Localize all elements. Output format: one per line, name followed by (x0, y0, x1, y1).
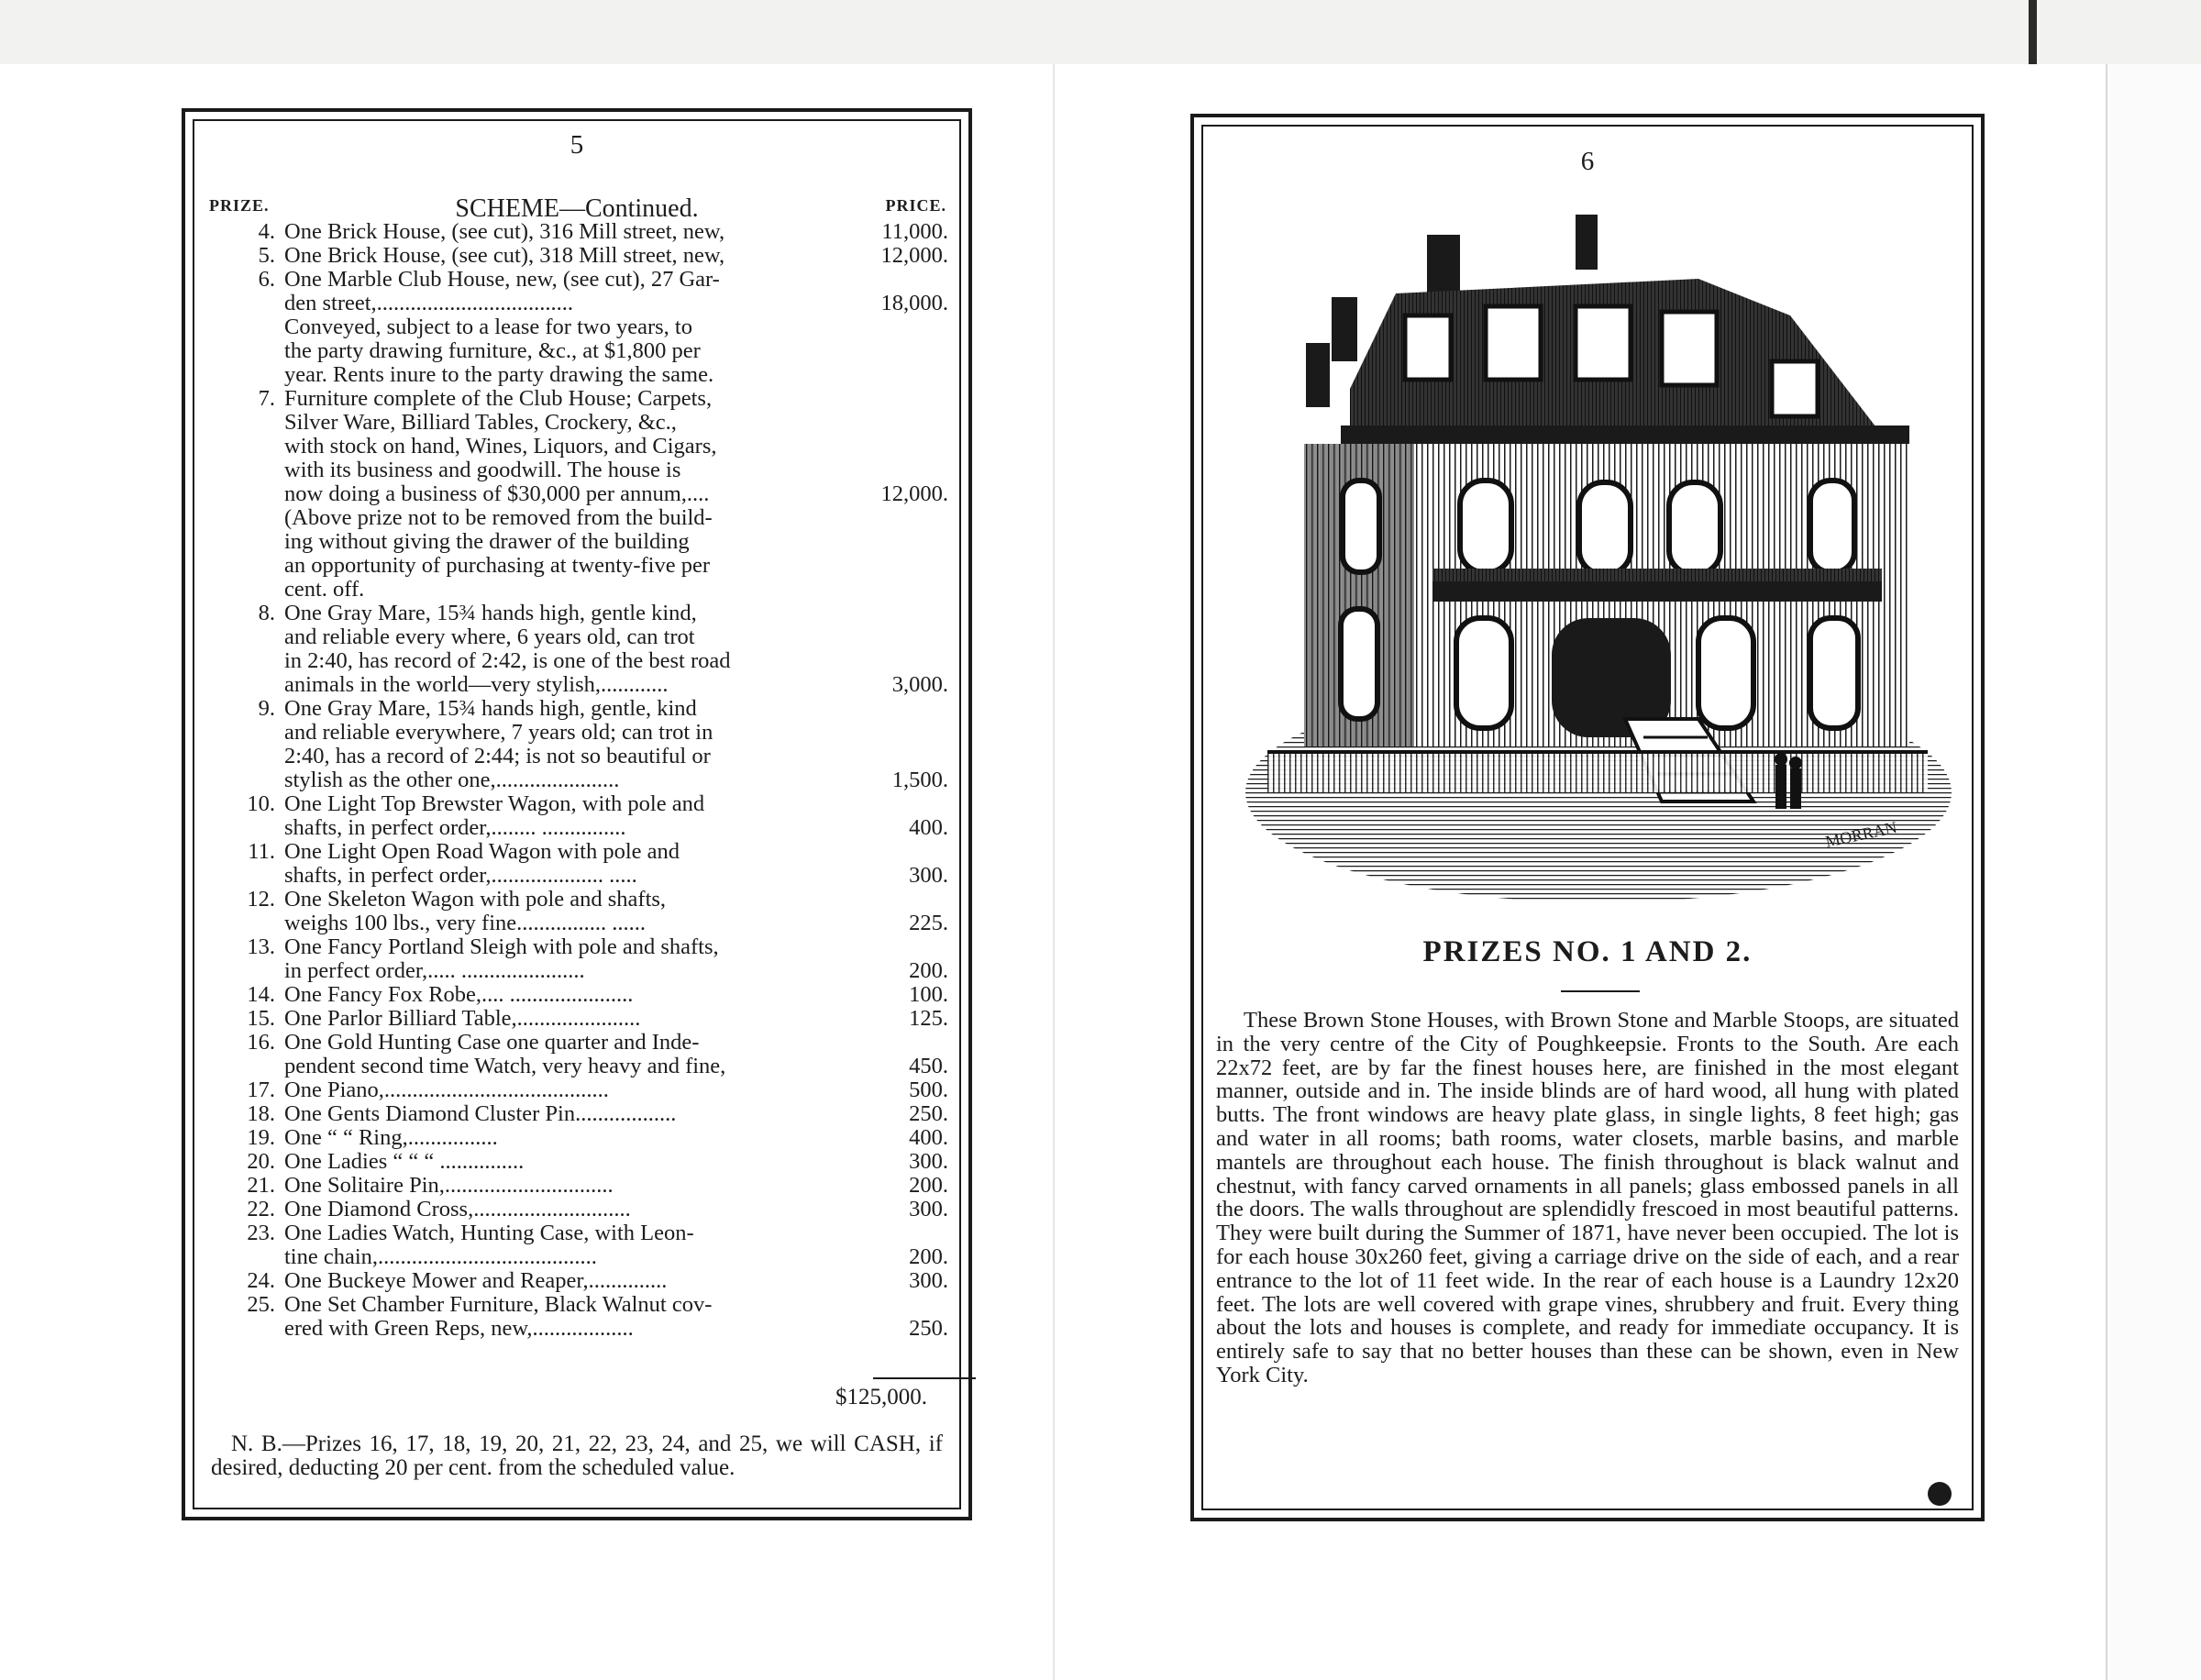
prize-description: One Gold Hunting Case one quarter and Inde- pendent second time Watch, very heavy and fine, (284, 1030, 726, 1078)
prize-description: One Light Top Brewster Wagon, with pole and shafts, in perfect order,........ ............... (284, 791, 705, 840)
prize-description: One Light Open Road Wagon with pole and shafts, in perfect order,.................... ..... (284, 839, 680, 888)
prize-entry (238, 268, 948, 315)
prize-number: 6. (258, 267, 275, 292)
prize-entry (238, 1031, 948, 1078)
prize-number: 21. (247, 1173, 275, 1198)
total-rule (873, 1377, 976, 1379)
prize-price: 12,000. (880, 243, 948, 268)
prize-price: 225. (909, 911, 948, 935)
prize-entry (238, 506, 948, 602)
prize-entry (238, 244, 948, 268)
prize-entry (238, 983, 948, 1007)
prize-entry (238, 1174, 948, 1198)
prize-description: One Set Chamber Furniture, Black Walnut cov- ered with Green Reps, new,.................. (284, 1292, 713, 1341)
prize-description: (Above prize not to be removed from the build- ing without giving the drawer of the building an opportunity of purchasing at twenty-five per cent. off. (284, 505, 713, 602)
prize-description: One Brick House, (see cut), 318 Mill street, new, (284, 243, 725, 268)
prize-price: 125. (909, 1006, 948, 1031)
prize-number: 8. (258, 601, 275, 625)
prize-description: One Diamond Cross,............................ (284, 1197, 631, 1221)
prize-price: 200. (909, 958, 948, 983)
prize-description: One Ladies “ “ “ ............... (284, 1149, 525, 1174)
prize-description: One Brick House, (see cut), 316 Mill street, new, (284, 219, 725, 244)
prize-entry (238, 1293, 948, 1341)
prize-description: One Parlor Billiard Table,...................... (284, 1006, 641, 1031)
prize-entry (238, 1221, 948, 1269)
prize-entry (238, 602, 948, 697)
brown-stone-house-engraving (1240, 205, 1957, 913)
prize-price: 500. (909, 1078, 948, 1102)
prize-description: One Skeleton Wagon with pole and shafts, weighs 100 lbs., very fine................ ...... (284, 887, 667, 935)
house-description: These Brown Stone Houses, with Brown Stone and Marble Stoops, are situated in the very centre of the City of Poughkeepsie. Fronts to the South. Are each 22x72 feet, are by far the finest houses here, are finished in the most elegant manner, outside and in. The inside blinds are of hard wood, all hung with plated butts. The front windows are heavy plate glass, in single lights, 8 feet high; gas and water in all rooms; bath rooms, water closets, marble basins, and marble mantels are throughout each house. The finish throughout is black walnut and chestnut, with fancy carved ornaments in all panels; glass embossed panels in all the doors. The walls throughout are splendidly frescoed in most beautiful patterns. They were built during the Summer of 1871, have never been occupied. The lot is for each house 30x260 feet, giving a carriage drive on the side of each, and a rear entrance to the lot of 11 feet wide. In the rear of each house is a Laundry 12x20 feet. The lots are well covered with grape vines, shrubbery and fruit. Every thing about the lots and houses is complete, and ready for immediate occupancy. It is entirely safe to say that no better houses than these can be shown, even in New York City. (1216, 1008, 1959, 1387)
prize-number: 20. (247, 1149, 275, 1174)
prize-price: 100. (909, 982, 948, 1007)
prize-description: Furniture complete of the Club House; Carpets, Silver Ware, Billiard Tables, Crockery, &c., with stock on hand, Wines, Liquors, and Cigars, with its business and goodwill. The house is now doing a business of $30,000 per annum,.... (284, 386, 717, 506)
prize-entry (238, 697, 948, 792)
binding-strip (2029, 0, 2037, 64)
prize-price: 300. (909, 1197, 948, 1221)
prize-number: 19. (247, 1125, 275, 1150)
prize-description: One Piano,........................................ (284, 1078, 609, 1102)
prize-number: 13. (247, 934, 275, 959)
price-column-header: PRICE. (885, 196, 946, 215)
prize-description: One Fancy Fox Robe,.... ...................... (284, 982, 634, 1007)
prize-number: 17. (247, 1078, 275, 1102)
prizes-title: PRIZES NO. 1 AND 2. (1422, 935, 1753, 968)
prize-number: 15. (247, 1006, 275, 1031)
prize-entry (238, 1007, 948, 1031)
prize-column-header: PRIZE. (209, 196, 270, 215)
prize-entry (238, 1126, 948, 1150)
prize-number: 23. (247, 1221, 275, 1245)
prize-number: 7. (258, 386, 275, 411)
prize-number: 4. (258, 219, 275, 244)
prize-number: 18. (247, 1101, 275, 1126)
prize-description: One Solitaire Pin,.............................. (284, 1173, 614, 1198)
prize-price: 11,000. (881, 219, 948, 244)
prize-price: 400. (909, 815, 948, 840)
ink-blot (1928, 1482, 1952, 1506)
prize-price: 200. (909, 1173, 948, 1198)
prize-entry (238, 220, 948, 244)
prize-price: 250. (909, 1316, 948, 1341)
prize-number: 12. (247, 887, 275, 912)
cash-note: N. B.—Prizes 16, 17, 18, 19, 20, 21, 22, 23, 24, and 25, we will CASH, if desired, deducting 20 per cent. from the scheduled value. (211, 1431, 943, 1480)
prize-price: 18,000. (880, 291, 948, 315)
prize-price: 400. (909, 1125, 948, 1150)
prize-description: One Gray Mare, 15¾ hands high, gentle, kind and reliable everywhere, 7 years old; can trot in 2:40, has a record of 2:44; is not so beautiful or stylish as the other one,...................... (284, 696, 713, 792)
engraver-signature: MORRAN (1823, 817, 1899, 851)
prize-price: 300. (909, 1149, 948, 1174)
prize-number: 16. (247, 1030, 275, 1055)
prize-description: One Gents Diamond Cluster Pin.................. (284, 1101, 677, 1126)
prize-entry (238, 1198, 948, 1221)
prize-description: One Marble Club House, new, (see cut), 27 Gar- den street,................................... (284, 267, 720, 315)
prize-entry (238, 840, 948, 888)
next-page-edge (2106, 64, 2201, 1680)
prize-entry (238, 1269, 948, 1293)
prize-list (238, 220, 948, 1341)
prize-description: One Gray Mare, 15¾ hands high, gentle kind, and reliable every where, 6 years old, can trot in 2:40, has record of 2:42, is one of the best road animals in the world—very stylish,............ (284, 601, 731, 697)
prize-description: One Buckeye Mower and Reaper,.............. (284, 1268, 668, 1293)
prize-number: 25. (247, 1292, 275, 1317)
prize-entry (238, 387, 948, 506)
page-5-inner-border (193, 119, 961, 1509)
prize-price: 250. (909, 1101, 948, 1126)
prize-entry (238, 1102, 948, 1126)
page-number: 5 (570, 130, 584, 160)
prize-description: One “ “ Ring,................ (284, 1125, 498, 1150)
page-number: 6 (1580, 147, 1595, 176)
prize-number: 24. (247, 1268, 275, 1293)
prize-number: 11. (248, 839, 275, 864)
prize-number: 9. (258, 696, 275, 721)
prize-description: One Fancy Portland Sleigh with pole and shafts, in perfect order,..... ...................... (284, 934, 719, 983)
prize-number: 22. (247, 1197, 275, 1221)
page-6 (1190, 114, 1985, 1521)
prize-price: 12,000. (880, 481, 948, 506)
prize-price: 3,000. (891, 672, 948, 697)
prize-entry (238, 315, 948, 387)
prize-price: 300. (909, 1268, 948, 1293)
prize-description: Conveyed, subject to a lease for two years, to the party drawing furniture, &c., at $1,800 per year. Rents inure to the party drawing the same. (284, 315, 714, 387)
spine-fold (1053, 64, 1055, 1680)
prize-number: 5. (258, 243, 275, 268)
prize-entry (238, 935, 948, 983)
page-6-inner-border (1201, 125, 1974, 1510)
prize-entry (238, 888, 948, 935)
prize-number: 14. (247, 982, 275, 1007)
title-rule (1561, 990, 1640, 992)
prize-price: 300. (909, 863, 948, 888)
prize-entry (238, 1078, 948, 1102)
prize-price: 200. (909, 1244, 948, 1269)
prize-price: 1,500. (891, 768, 948, 792)
prize-price: 450. (909, 1054, 948, 1078)
total-price: $125,000. (835, 1385, 927, 1409)
prize-entry (238, 792, 948, 840)
prize-entry (238, 1150, 948, 1174)
scheme-title: SCHEME—Continued. (455, 194, 699, 223)
prize-description: One Ladies Watch, Hunting Case, with Leon- tine chain,....................................... (284, 1221, 694, 1269)
prize-number: 10. (247, 791, 275, 816)
page-5 (182, 108, 972, 1520)
